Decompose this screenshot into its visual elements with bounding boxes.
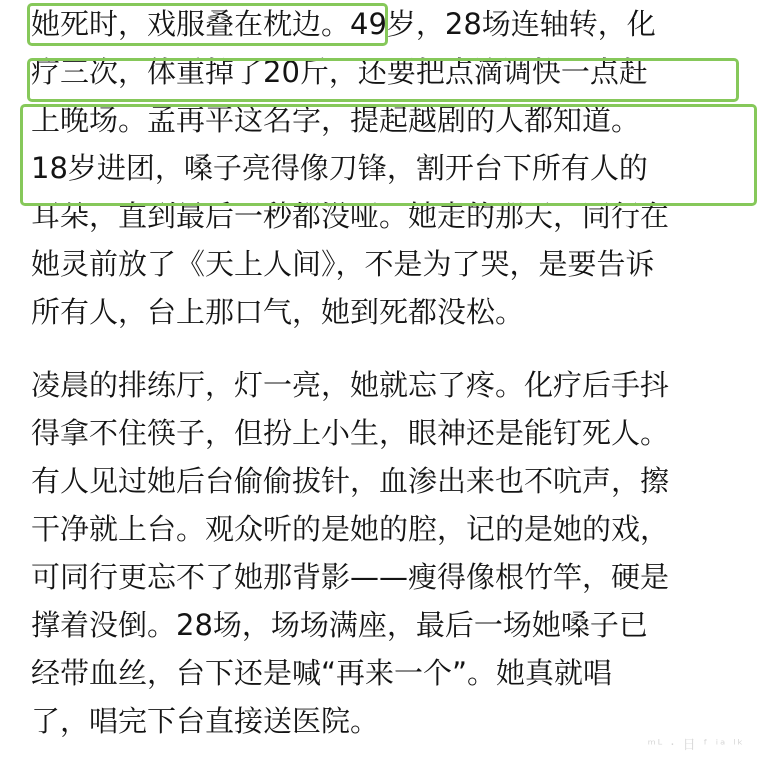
paragraph-line: 撑着没倒。28场，场场满座，最后一场她嗓子已 [31,608,648,642]
paragraph-line: 凌晨的排练厅，灯一亮，她就忘了疼。化疗后手抖 [31,368,670,402]
highlight-box-lines-three-four [20,104,757,206]
paragraph-2 [31,361,746,745]
watermark: ᵐᴸ · 日 ᶠ ⁱᵃ ˡᵏ [647,738,745,753]
paragraph-line: 她灵前放了《天上人间》，不是为了哭，是要告诉 [31,247,655,281]
paragraph-line: 经带血丝，台下还是喊“再来一个”。她真就唱 [31,656,613,690]
paragraph-line: 18岁进团，嗓子亮得像刀锋，割开台下所有人的 [31,151,648,185]
paragraph-line: 了，唱完下台直接送医院。 [31,704,380,738]
highlight-box-first-sentence [27,3,388,46]
paragraph-line: 疗三次，体重掉了20斤，还要把点滴调快一点赶 [31,55,648,89]
paragraph-line: 她死时，戏服叠在枕边。49岁，28场连轴转，化 [31,7,656,41]
highlight-box-second-line [27,58,739,102]
paragraph-line: 上晚场。孟再平这名字，提起越剧的人都知道。 [31,103,641,137]
paragraph-line: 有人见过她后台偷偷拔针，血渗出来也不吭声，擦 [31,464,670,498]
paragraph-line: 得拿不住筷子，但扮上小生，眼神还是能钉死人。 [31,416,670,450]
paragraph-line: 可同行更忘不了她那背影——瘦得像根竹竿，硬是 [31,560,670,594]
paragraph-line: 耳朵，直到最后一秒都没哑。她走的那天，同行在 [31,199,670,233]
paragraph-line: 所有人，台上那口气，她到死都没松。 [31,295,525,329]
paragraph-line: 干净就上台。观众听的是她的腔，记的是她的戏， [31,512,670,546]
